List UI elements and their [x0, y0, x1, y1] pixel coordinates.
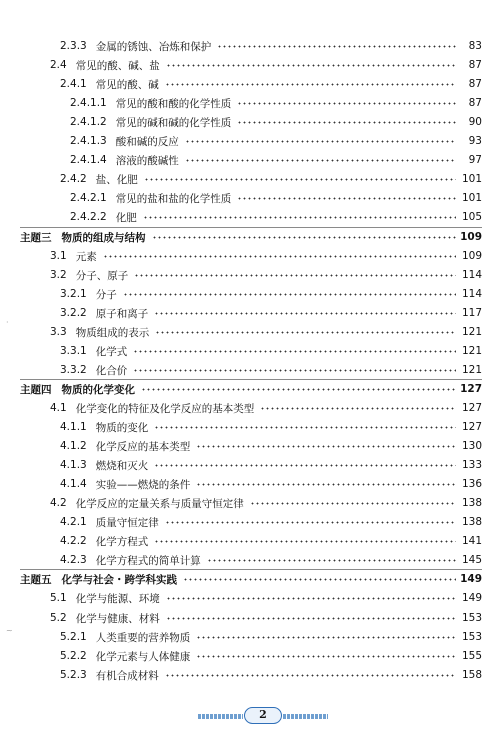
toc-leader: [260, 407, 456, 410]
toc-title: 溶液的酸碱性: [115, 154, 179, 167]
toc-number: 4.2.1: [60, 516, 87, 528]
toc-leader: [166, 597, 456, 600]
toc-title: 化合价: [95, 364, 128, 377]
toc-title: 化学方程式: [95, 535, 149, 548]
toc-entry-row[interactable]: [0, 133, 500, 149]
toc-page-number: 155: [461, 650, 482, 662]
page-footer: [198, 705, 328, 727]
footer-ornament-left: [198, 714, 243, 719]
toc-page-number: 149: [460, 573, 482, 585]
toc-page-number: 138: [461, 497, 482, 509]
toc-title: 金属的锈蚀、冶炼和保护: [95, 40, 212, 53]
toc-entry-row[interactable]: [0, 248, 500, 264]
toc-title: 分子: [95, 288, 117, 301]
toc-number: 2.4.1.1: [70, 97, 107, 109]
toc-entry-row[interactable]: [0, 57, 500, 73]
toc-number: 4.2.2: [60, 535, 87, 547]
toc-page-number: 97: [468, 154, 482, 166]
toc-page-number: 121: [461, 345, 482, 357]
toc-page-number: 127: [461, 421, 482, 433]
scan-mark: ·: [6, 318, 9, 327]
toc-entry-row[interactable]: [0, 400, 500, 416]
toc-leader: [207, 559, 456, 562]
toc-number: 2.4: [50, 59, 67, 71]
toc-page-number: 87: [468, 97, 482, 109]
toc-number: 3.1: [50, 250, 67, 262]
toc-title: 物质的变化: [95, 421, 149, 434]
toc-title: 化学反应的定量关系与质量守恒定律: [75, 497, 244, 510]
toc-leader: [152, 236, 457, 239]
toc-title: 常见的碱和碱的化学性质: [115, 116, 232, 129]
toc-number: 2.4.2.1: [70, 192, 107, 204]
toc-entry-row[interactable]: [0, 476, 500, 492]
toc-leader: [103, 255, 456, 258]
toc-page-number: 87: [468, 59, 482, 71]
toc-entry-row[interactable]: [0, 648, 500, 664]
toc-title: 常见的酸和酸的化学性质: [115, 97, 232, 110]
toc-entry-row[interactable]: [0, 590, 500, 606]
toc-page-number: 158: [461, 669, 482, 681]
toc-page-number: 153: [461, 631, 482, 643]
toc-title: 化学式: [95, 345, 128, 358]
toc-number: 2.3.3: [60, 40, 87, 52]
toc-page-number: 133: [461, 459, 482, 471]
toc-number: 5.2.3: [60, 669, 87, 681]
toc-entry-row[interactable]: [0, 209, 500, 225]
page-number: 2: [244, 707, 282, 724]
scan-mark: ~: [6, 626, 13, 635]
toc-number: 4.1.2: [60, 440, 87, 452]
toc-title: 分子、原子: [75, 269, 129, 282]
section-divider: [20, 227, 482, 228]
toc-title: 元素: [75, 250, 97, 263]
toc-title: 酸和碱的反应: [115, 135, 179, 148]
toc-leader: [196, 655, 456, 658]
toc-entry-row[interactable]: [0, 552, 500, 568]
toc-title: 化学与社会・跨学科实践: [61, 573, 177, 586]
toc-number: 4.1.1: [60, 421, 87, 433]
toc-page-number: 130: [461, 440, 482, 452]
toc-leader: [196, 483, 456, 486]
toc-number: 3.2.2: [60, 307, 87, 319]
toc-leader: [155, 331, 456, 334]
toc-page-number: 149: [461, 592, 482, 604]
toc-page-number: 153: [461, 612, 482, 624]
toc-number: 4.2.3: [60, 554, 87, 566]
toc-entry-row[interactable]: [0, 324, 500, 340]
toc-page-number: 101: [461, 173, 482, 185]
toc-entry-row[interactable]: [0, 438, 500, 454]
toc-entry-row[interactable]: [0, 362, 500, 378]
toc-page-number: 114: [461, 288, 482, 300]
toc-number: 2.4.1.4: [70, 154, 107, 166]
toc-title: 常见的酸、碱、盐: [75, 59, 160, 72]
toc-page-number: 145: [461, 554, 482, 566]
toc-number: 5.2: [50, 612, 67, 624]
toc-number: 4.1.3: [60, 459, 87, 471]
toc-entry-row[interactable]: [0, 514, 500, 530]
toc-entry-row[interactable]: [0, 495, 500, 511]
toc-leader: [154, 464, 456, 467]
toc-entry-row[interactable]: [0, 152, 500, 168]
toc-page-number: 136: [461, 478, 482, 490]
toc-number: 2.4.1.2: [70, 116, 107, 128]
toc-entry-row[interactable]: [0, 95, 500, 111]
toc-page-number: 101: [461, 192, 482, 204]
toc-title: 常见的酸、碱: [95, 78, 159, 91]
toc-leader: [144, 178, 456, 181]
toc-entry-row[interactable]: [0, 629, 500, 645]
toc-chapter-row[interactable]: [0, 381, 500, 397]
toc-number: 主题五: [20, 573, 52, 586]
toc-leader: [250, 502, 456, 505]
section-divider: [20, 569, 482, 570]
toc-number: 4.1: [50, 402, 67, 414]
toc-title: 人类重要的营养物质: [95, 631, 191, 644]
toc-number: 3.2: [50, 269, 67, 281]
toc-entry-row[interactable]: [0, 114, 500, 130]
toc-title: 盐、化肥: [95, 173, 138, 186]
toc-leader: [166, 617, 456, 620]
toc-leader: [154, 312, 456, 315]
toc-entry-row[interactable]: [0, 667, 500, 683]
toc-title: 化学反应的基本类型: [95, 440, 191, 453]
toc-title: 化学与健康、材料: [75, 612, 160, 625]
toc-number: 3.2.1: [60, 288, 87, 300]
toc-leader: [141, 388, 456, 391]
toc-number: 主题三: [20, 231, 52, 244]
toc-title: 质量守恒定律: [95, 516, 159, 529]
toc-leader: [166, 64, 456, 67]
toc-number: 4.2: [50, 497, 67, 509]
toc-entry-row[interactable]: [0, 305, 500, 321]
toc-page-number: 138: [461, 516, 482, 528]
toc-title: 物质的组成与结构: [61, 231, 146, 244]
toc-leader: [185, 159, 456, 162]
toc-entry-row[interactable]: [0, 419, 500, 435]
toc-title: 化学元素与人体健康: [95, 650, 191, 663]
toc-entry-row[interactable]: [0, 343, 500, 359]
toc-leader: [183, 578, 456, 581]
toc-entry-row[interactable]: [0, 286, 500, 302]
toc-leader: [185, 140, 456, 143]
toc-title: 物质的化学变化: [61, 383, 135, 396]
toc-page-number: 105: [461, 211, 482, 223]
toc-leader: [196, 636, 456, 639]
toc-leader: [154, 540, 456, 543]
toc-page-number: 121: [461, 364, 482, 376]
toc-entry-row[interactable]: [0, 457, 500, 473]
toc-number: 5.1: [50, 592, 67, 604]
toc-leader: [237, 121, 456, 124]
toc-number: 3.3: [50, 326, 67, 338]
toc-number: 3.3.1: [60, 345, 87, 357]
toc-number: 5.2.2: [60, 650, 87, 662]
toc-leader: [134, 274, 456, 277]
toc-leader: [165, 521, 456, 524]
toc-leader: [165, 674, 456, 677]
toc-number: 2.4.1: [60, 78, 87, 90]
toc-number: 5.2.1: [60, 631, 87, 643]
toc-leader: [165, 83, 456, 86]
toc-leader: [237, 197, 456, 200]
toc-leader: [133, 350, 456, 353]
toc-entry-row[interactable]: [0, 190, 500, 206]
toc-entry-row[interactable]: [0, 171, 500, 187]
toc-leader: [196, 445, 456, 448]
toc-leader: [143, 216, 456, 219]
toc-title: 原子和离子: [95, 307, 149, 320]
toc-page-number: 90: [468, 116, 482, 128]
toc-number: 主题四: [20, 383, 52, 396]
toc-title: 化肥: [115, 211, 137, 224]
toc-page-number: 93: [468, 135, 482, 147]
toc-page-number: 109: [461, 250, 482, 262]
toc-page-number: 109: [460, 231, 482, 243]
toc-chapter-row[interactable]: [0, 571, 500, 587]
toc-leader: [237, 102, 456, 105]
toc-leader: [123, 293, 456, 296]
toc-title: 物质组成的表示: [75, 326, 150, 339]
toc-title: 常见的盐和盐的化学性质: [115, 192, 232, 205]
toc-title: 实验——燃烧的条件: [95, 478, 191, 491]
toc-number: 2.4.2: [60, 173, 87, 185]
section-divider: [20, 379, 482, 380]
toc-entry-row[interactable]: [0, 76, 500, 92]
toc-leader: [217, 45, 456, 48]
toc-number: 2.4.2.2: [70, 211, 107, 223]
toc-page-number: 127: [460, 383, 482, 395]
toc-page-number: 141: [461, 535, 482, 547]
toc-title: 化学方程式的简单计算: [95, 554, 201, 567]
toc-title: 有机合成材料: [95, 669, 159, 682]
toc-page-number: 87: [468, 78, 482, 90]
toc-title: 化学变化的特征及化学反应的基本类型: [75, 402, 255, 415]
toc-entry-row[interactable]: [0, 533, 500, 549]
toc-page-number: 117: [461, 307, 482, 319]
toc-title: 化学与能源、环境: [75, 592, 160, 605]
toc-title: 燃烧和灭火: [95, 459, 149, 472]
footer-ornament-right: [283, 714, 328, 719]
toc-page-number: 114: [461, 269, 482, 281]
toc-leader: [154, 426, 456, 429]
toc-chapter-row[interactable]: [0, 229, 500, 245]
toc-leader: [133, 369, 456, 372]
toc-number: 2.4.1.3: [70, 135, 107, 147]
toc-entry-row[interactable]: [0, 38, 500, 54]
toc-number: 4.1.4: [60, 478, 87, 490]
toc-page-number: 83: [468, 40, 482, 52]
toc-entry-row[interactable]: [0, 267, 500, 283]
toc-page-number: 121: [461, 326, 482, 338]
toc-page-number: 127: [461, 402, 482, 414]
toc-entry-row[interactable]: [0, 610, 500, 626]
toc-number: 3.3.2: [60, 364, 87, 376]
